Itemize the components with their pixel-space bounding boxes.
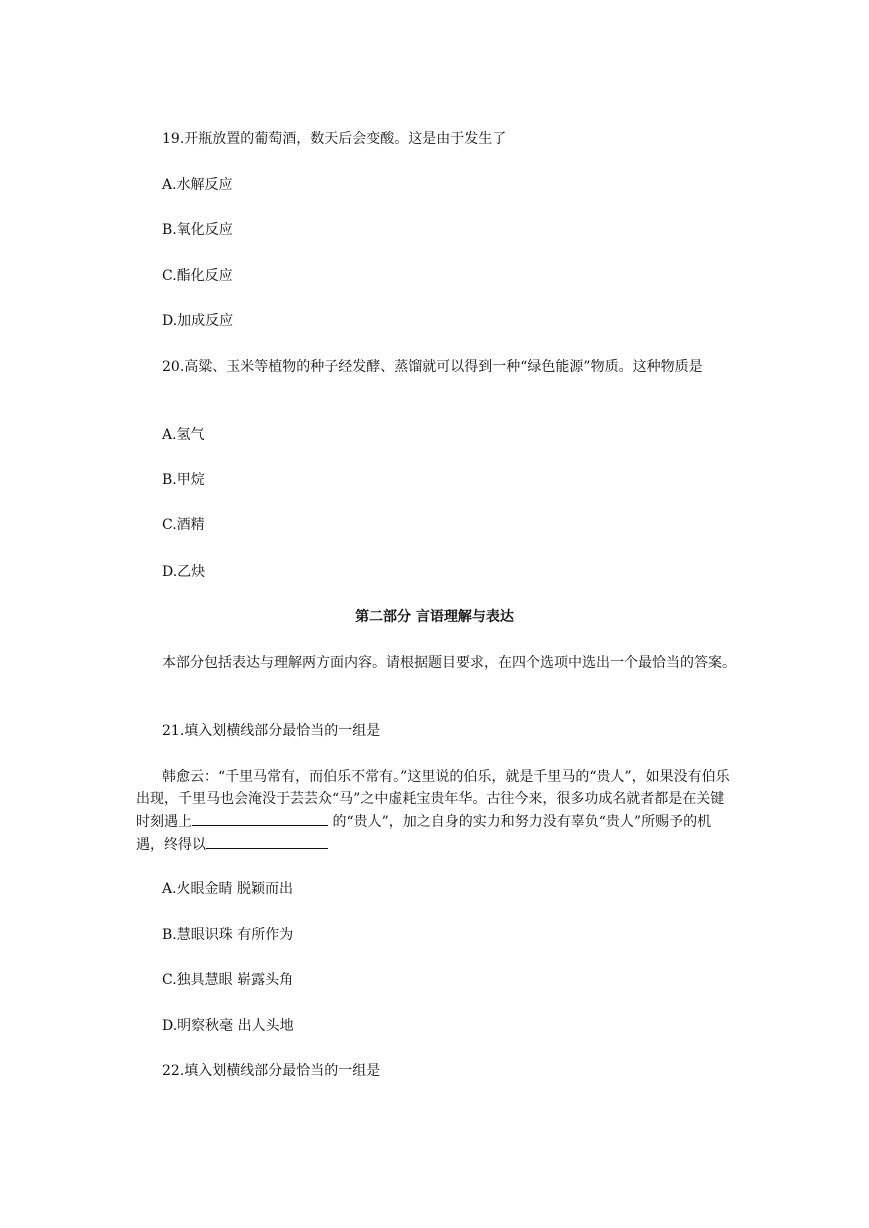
question-20-option-b: B.甲烷 — [162, 472, 205, 488]
question-21-passage — [136, 766, 736, 856]
question-20-option-a: A.氢气 — [162, 427, 205, 443]
fill-blank-2 — [206, 833, 328, 849]
fill-blank-1 — [192, 810, 328, 826]
question-19-option-c: C.酯化反应 — [162, 268, 233, 284]
question-21-option-d: D.明察秋毫 出人头地 — [162, 1018, 294, 1034]
question-20-stem: 20.高粱、玉米等植物的种子经发酵、蒸馏就可以得到一种“绿色能源”物质。这种物质是 — [162, 359, 703, 375]
question-21-option-a: A.火眼金睛 脱颖而出 — [162, 881, 294, 897]
question-19-option-a: A.水解反应 — [162, 177, 233, 193]
question-19-stem: 19.开瓶放置的葡萄酒，数天后会变酸。这是由于发生了 — [162, 131, 507, 147]
section-title: 第二部分 言语理解与表达 — [355, 609, 514, 625]
question-21-option-c: C.独具慧眼 崭露头角 — [162, 972, 294, 988]
question-19-option-b: B.氧化反应 — [162, 222, 233, 238]
question-19-option-d: D.加成反应 — [162, 313, 234, 329]
question-21-option-b: B.慧眼识珠 有所作为 — [162, 927, 294, 943]
question-22-stem: 22.填入划横线部分最恰当的一组是 — [162, 1063, 381, 1079]
question-21-passage-part1: 韩愈云：“千里马常有，而伯乐不常有。”这里说的伯乐，就是千里马的“贵人”，如果没有伯乐出现，千里马也会淹没于芸芸众“马”之中虚耗宝贵年华。古往今来，很多功成名就者都是在关键时刻遇上 — [136, 769, 730, 830]
question-20-option-d: D.乙炔 — [162, 564, 206, 580]
question-21-passage-part2: 的“贵人”，加之自身的实力和努力没有辜负“贵人”所赐予的机遇，终得以 — [136, 814, 712, 853]
question-20-option-c: C.酒精 — [162, 517, 205, 533]
section-intro: 本部分包括表达与理解两方面内容。请根据题目要求，在四个选项中选出一个最恰当的答案。 — [162, 655, 736, 671]
question-21-stem: 21.填入划横线部分最恰当的一组是 — [162, 723, 381, 739]
